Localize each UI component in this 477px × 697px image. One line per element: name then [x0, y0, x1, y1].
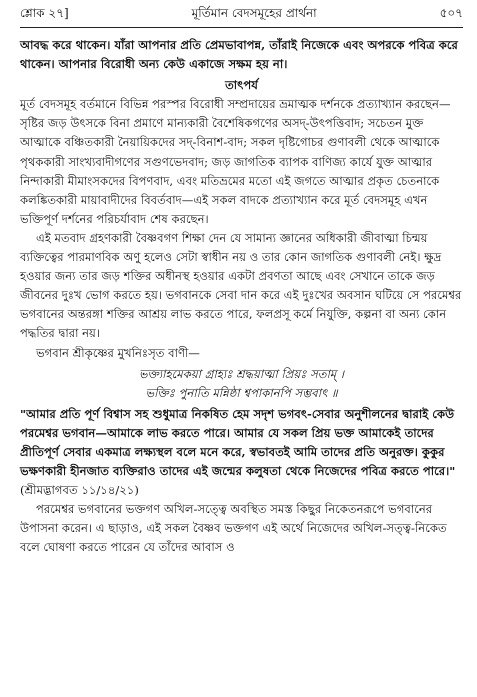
purport-paragraph-2: এই মতবাদ গ্রহণকারী বৈষ্ণবগণ শিক্ষা দেন যে সামান্য জ্ঞানের অধিকারী জীবাত্মা চিন্ময় ব্যক্তিত্বের পারমাণবিক অণু হলেও সেটা স্বাধীন নয় ও তার কোন জাগতিক গুণাবলী নেই। ক্ষুদ্র হওয়ার জন্য তার জড় শক্তির অধীনস্থ হওয়ার একটা প্রবণতা আছে এবং সেখানে তাকে জড় জীবনের দুঃখ ভোগ করতে হয়। ভগবানকে সেবা দান করে এই দুঃখের অবসান ঘটিয়ে সে পরমেশ্বর ভগবানের অন্তরঙ্গা শক্তির আশ্রয় লাভ করতে পারে, ফলপ্রসূ কর্মে নিযুক্তি, কল্পনা বা অন্য কোন পদ্ধতির দ্বারা নয়।: [20, 230, 462, 341]
chapter-title: মূর্তিমান বেদসমূহের প্রার্থনা: [191, 6, 317, 20]
verse-translation: "আমার প্রতি পূর্ণ বিশ্বাস সহ শুধুমাত্র নিকষিত হেম সদৃশ ভগবৎ-সেবার অনুশীলনের দ্বারাই কেউ পরমেশ্বর ভগবান—আমাকে লাভ করতে পারে। আমার যে সকল প্রিয় ভক্ত আমাকেই তাদের প্রীতিপূর্ণ সেবার একমাত্র লক্ষ্যস্থল বলে মনে করে, স্বভাবতই আমি তাদের প্রতি অনুরক্ত। কুকুর ভক্ষণকারী হীনজাত ব্যক্তিরাও তাদের এই জন্মের কলুষতা থেকে নিজেদের পবিত্র করতে পারে।": [20, 406, 456, 478]
quote-intro: ভগবান শ্রীকৃষ্ণের মুখনিঃসৃত বাণী—: [36, 345, 200, 360]
purport-heading: তাৎপর্য: [225, 78, 258, 93]
page-body: [20, 36, 463, 557]
verse-line-1: ভক্ত্যাহমেকয়া গ্রাহ্যঃ শ্রদ্ধয়াত্মা প্রিয়ঃ সতাম্ ।: [138, 366, 345, 381]
header-rule: [20, 27, 463, 28]
page-number: ৫০৭: [439, 6, 463, 20]
sanskrit-verse: [20, 365, 463, 403]
citation: (শ্রীমদ্ভাগবত ১১/১৪/২১): [20, 482, 139, 497]
verse-line-2: ভক্তিঃ পুনাতি মন্নিষ্ঠা শ্বপাকানপি সম্ভবাৎ ॥: [145, 385, 338, 400]
running-header: [20, 6, 463, 24]
purport-paragraph-1: মূর্ত বেদসমূহ বর্তমানে বিভিন্ন পরস্পর বিরোধী সম্প্রদায়ের ভ্রমাত্মক দর্শনকে প্রত্যাখ্যান করছেন—সৃষ্টির জড় উৎসকে বিনা প্রমাণে মান্যকারী বৈশেষিকগণের অসদ্-উৎপত্তিবাদ; সচেতন মুক্ত আত্মাকে বঞ্চিতকারী নৈয়ায়িকদের সদ্-বিনাশ-বাদ; সকল দৃষ্টিগোচর গুণাবলী থেকে আত্মাকে পৃথককারী সাংখ্যবাদীগণের সগুণভেদবাদ; জড় জাগতিক ব্যাপক বাণিজ্য কার্যে যুক্ত আত্মার নিন্দাকারী মীমাংসকদের বিপণবাদ, এবং মতিভ্রমের মতো এই জগতে আত্মার প্রকৃত চেতনাকে কলঙ্কিতকারী মায়াবাদীদের বিবর্তবাদ—এই সকল বাদকে প্রত্যাখ্যান করে মূর্ত বেদসমূহ এখন ভক্তিপূর্ণ দর্শনের পরিচর্যাবাদ শেষ করছেন।: [20, 97, 451, 226]
purport-paragraph-3: পরমেশ্বর ভগবানের ভক্তগণ অখিল-সত্ত্বে অবস্থিত সমস্ত কিছুর নিকেতনরূপে ভগবানের উপাসনা করেন। এ ছাড়াও, এই সকল বৈষ্ণব ভক্তগণ এই অর্থে নিজেদের অখিল-সত্ত্ব-নিকেত বলে ঘোষণা করতে পারেন যে তাঁদের আবাস ও: [20, 502, 447, 555]
verse-number: শ্লোক ২৭]: [20, 6, 69, 20]
translation-text: আবদ্ধ করে থাকেন। যাঁরা আপনার প্রতি প্রেমভাবাপন্ন, তাঁরাই নিজেকে এবং অপরকে পবিত্র করে থাকেন। আপনার বিরোধী অন্য কেউ একাজে সক্ষম হয় না।: [20, 38, 458, 72]
